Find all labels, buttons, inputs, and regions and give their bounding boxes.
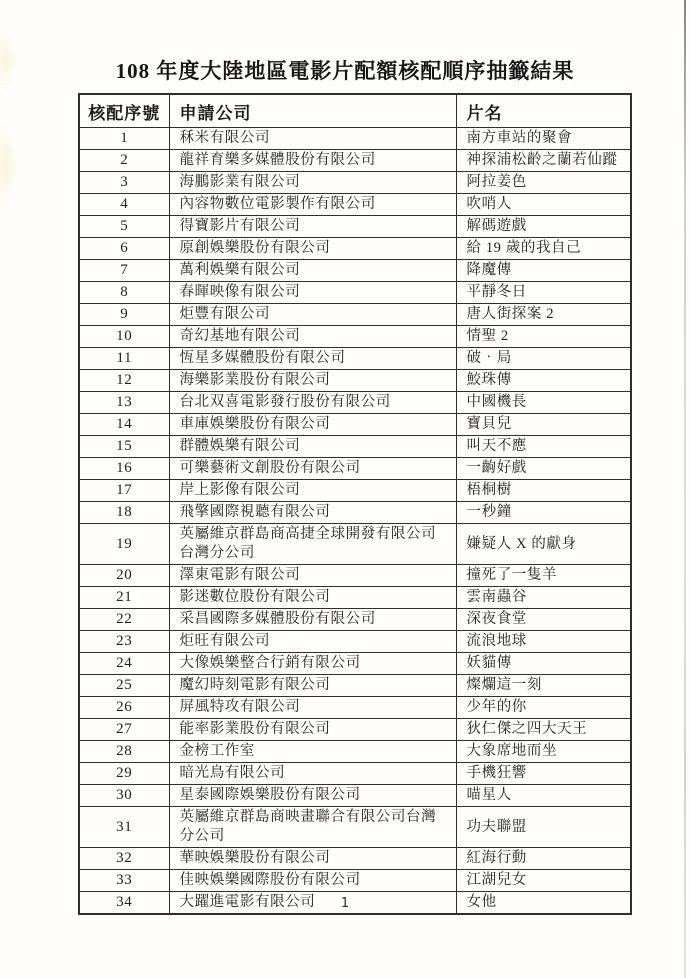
table-body [79, 128, 631, 915]
film-cell: 狄仁傑之四大天王 [456, 719, 631, 741]
table-row [79, 848, 631, 870]
table-row [79, 870, 631, 892]
company-cell: 魔幻時刻電影有限公司 [169, 675, 456, 697]
serial-cell: 13 [79, 392, 169, 414]
film-cell: 解碼遊戲 [456, 216, 631, 238]
table-row [79, 480, 631, 502]
table-row [79, 436, 631, 458]
serial-cell: 15 [79, 436, 169, 458]
serial-cell: 16 [79, 458, 169, 480]
company-cell: 屏風特攻有限公司 [169, 697, 456, 719]
lottery-results-table [78, 93, 632, 915]
company-cell: 佳映娛樂國際股份有限公司 [169, 870, 456, 892]
company-cell: 春暉映像有限公司 [169, 282, 456, 304]
table-row [79, 697, 631, 719]
company-cell: 飛擎國際視聽有限公司 [169, 502, 456, 524]
film-cell: 女他 [456, 892, 631, 915]
serial-cell: 14 [79, 414, 169, 436]
company-cell: 車庫娛樂股份有限公司 [169, 414, 456, 436]
table-row [79, 216, 631, 238]
company-cell: 恆星多媒體股份有限公司 [169, 348, 456, 370]
serial-cell: 7 [79, 260, 169, 282]
film-cell: 深夜食堂 [456, 609, 631, 631]
serial-cell: 24 [79, 653, 169, 675]
table-row [79, 304, 631, 326]
film-cell: 神探浦松齡之蘭若仙蹤 [456, 150, 631, 172]
table-row [79, 565, 631, 587]
company-cell: 得寶影片有限公司 [169, 216, 456, 238]
column-header-film-title: 片名 [456, 94, 631, 128]
table-row [79, 524, 631, 565]
film-cell: 燦爛這一刻 [456, 675, 631, 697]
film-cell: 一秒鐘 [456, 502, 631, 524]
serial-cell: 11 [79, 348, 169, 370]
serial-cell: 3 [79, 172, 169, 194]
company-cell: 奇幻基地有限公司 [169, 326, 456, 348]
film-cell: 雲南蟲谷 [456, 587, 631, 609]
serial-cell: 30 [79, 785, 169, 807]
table-row [79, 392, 631, 414]
film-cell: 一齣好戲 [456, 458, 631, 480]
serial-cell: 34 [79, 892, 169, 915]
table-row [79, 609, 631, 631]
table-row [79, 194, 631, 216]
page-title: 108 年度大陸地區電影片配額核配順序抽籤結果 [115, 59, 575, 83]
column-header-applicant-company: 申請公司 [169, 94, 456, 128]
table-row [79, 150, 631, 172]
serial-cell: 12 [79, 370, 169, 392]
film-cell: 江湖兒女 [456, 870, 631, 892]
company-cell: 炬旺有限公司 [169, 631, 456, 653]
company-cell: 秝米有限公司 [169, 128, 456, 150]
company-cell: 台北双喜電影發行股份有限公司 [169, 392, 456, 414]
film-cell: 寶貝兒 [456, 414, 631, 436]
serial-cell: 6 [79, 238, 169, 260]
film-cell: 破‧局 [456, 348, 631, 370]
company-cell: 炬豐有限公司 [169, 304, 456, 326]
table-row [79, 675, 631, 697]
film-cell: 喵星人 [456, 785, 631, 807]
film-cell: 梧桐樹 [456, 480, 631, 502]
table-row [79, 128, 631, 150]
film-cell: 南方車站的聚會 [456, 128, 631, 150]
company-cell: 可樂藝術文創股份有限公司 [169, 458, 456, 480]
serial-cell: 10 [79, 326, 169, 348]
serial-cell: 21 [79, 587, 169, 609]
serial-cell: 31 [79, 807, 169, 848]
table-row [79, 172, 631, 194]
company-cell: 英屬維京群島商映畫聯合有限公司台灣分公司 [169, 807, 456, 848]
serial-cell: 9 [79, 304, 169, 326]
company-cell: 華映娛樂股份有限公司 [169, 848, 456, 870]
film-cell: 情聖 2 [456, 326, 631, 348]
company-cell: 原創娛樂股份有限公司 [169, 238, 456, 260]
film-cell: 少年的你 [456, 697, 631, 719]
company-cell: 影迷數位股份有限公司 [169, 587, 456, 609]
company-cell: 內容物數位電影製作有限公司 [169, 194, 456, 216]
company-cell: 能率影業股份有限公司 [169, 719, 456, 741]
film-cell: 大象席地而坐 [456, 741, 631, 763]
company-cell: 大像娛樂整合行銷有限公司 [169, 653, 456, 675]
company-cell: 英屬維京群島商高捷全球開發有限公司台灣分公司 [169, 524, 456, 565]
table-row [79, 763, 631, 785]
table-row [79, 719, 631, 741]
serial-cell: 22 [79, 609, 169, 631]
film-cell: 叫天不應 [456, 436, 631, 458]
company-cell: 萬利娛樂有限公司 [169, 260, 456, 282]
serial-cell: 26 [79, 697, 169, 719]
film-cell: 手機狂響 [456, 763, 631, 785]
film-cell: 給 19 歲的我自己 [456, 238, 631, 260]
film-cell: 功夫聯盟 [456, 807, 631, 848]
serial-cell: 8 [79, 282, 169, 304]
company-cell: 采昌國際多媒體股份有限公司 [169, 609, 456, 631]
company-cell: 群體娛樂有限公司 [169, 436, 456, 458]
table-row [79, 370, 631, 392]
table-row [79, 260, 631, 282]
film-cell: 阿拉姜色 [456, 172, 631, 194]
table-row [79, 348, 631, 370]
serial-cell: 29 [79, 763, 169, 785]
table-row [79, 741, 631, 763]
film-cell: 紅海行動 [456, 848, 631, 870]
serial-cell: 27 [79, 719, 169, 741]
film-cell: 降魔傳 [456, 260, 631, 282]
serial-cell: 28 [79, 741, 169, 763]
film-cell: 唐人街探案 2 [456, 304, 631, 326]
table-row [79, 238, 631, 260]
table-row [79, 326, 631, 348]
company-cell: 澤東電影有限公司 [169, 565, 456, 587]
company-cell: 岸上影像有限公司 [169, 480, 456, 502]
film-cell: 吹哨人 [456, 194, 631, 216]
film-cell: 嫌疑人 X 的獻身 [456, 524, 631, 565]
film-cell: 流浪地球 [456, 631, 631, 653]
scan-edge-line [684, 0, 686, 978]
serial-cell: 25 [79, 675, 169, 697]
table-row [79, 414, 631, 436]
company-cell: 暗光鳥有限公司 [169, 763, 456, 785]
table-row [79, 282, 631, 304]
company-cell: 龍祥育樂多媒體股份有限公司 [169, 150, 456, 172]
serial-cell: 33 [79, 870, 169, 892]
serial-cell: 19 [79, 524, 169, 565]
serial-cell: 17 [79, 480, 169, 502]
table-row [79, 785, 631, 807]
column-header-serial-number: 核配序號 [79, 94, 169, 128]
film-cell: 中國機長 [456, 392, 631, 414]
table-row [79, 587, 631, 609]
serial-cell: 23 [79, 631, 169, 653]
film-cell: 妖貓傳 [456, 653, 631, 675]
company-cell: 海樂影業股份有限公司 [169, 370, 456, 392]
serial-cell: 2 [79, 150, 169, 172]
scan-artifact-smudge [0, 120, 18, 210]
company-cell: 星泰國際娛樂股份有限公司 [169, 785, 456, 807]
serial-cell: 32 [79, 848, 169, 870]
serial-cell: 20 [79, 565, 169, 587]
table-row [79, 653, 631, 675]
table-row [79, 458, 631, 480]
table-row [79, 502, 631, 524]
serial-cell: 5 [79, 216, 169, 238]
film-cell: 撞死了一隻羊 [456, 565, 631, 587]
serial-cell: 4 [79, 194, 169, 216]
table-row [79, 807, 631, 848]
company-cell: 海鵬影業有限公司 [169, 172, 456, 194]
page-number: 1 [340, 896, 350, 911]
serial-cell: 18 [79, 502, 169, 524]
table-header-row [79, 94, 631, 128]
film-cell: 鮫珠傳 [456, 370, 631, 392]
company-cell: 大躍進電影有限公司 [169, 892, 456, 915]
table-row [79, 631, 631, 653]
company-cell: 金榜工作室 [169, 741, 456, 763]
serial-cell: 1 [79, 128, 169, 150]
film-cell: 平靜冬日 [456, 282, 631, 304]
